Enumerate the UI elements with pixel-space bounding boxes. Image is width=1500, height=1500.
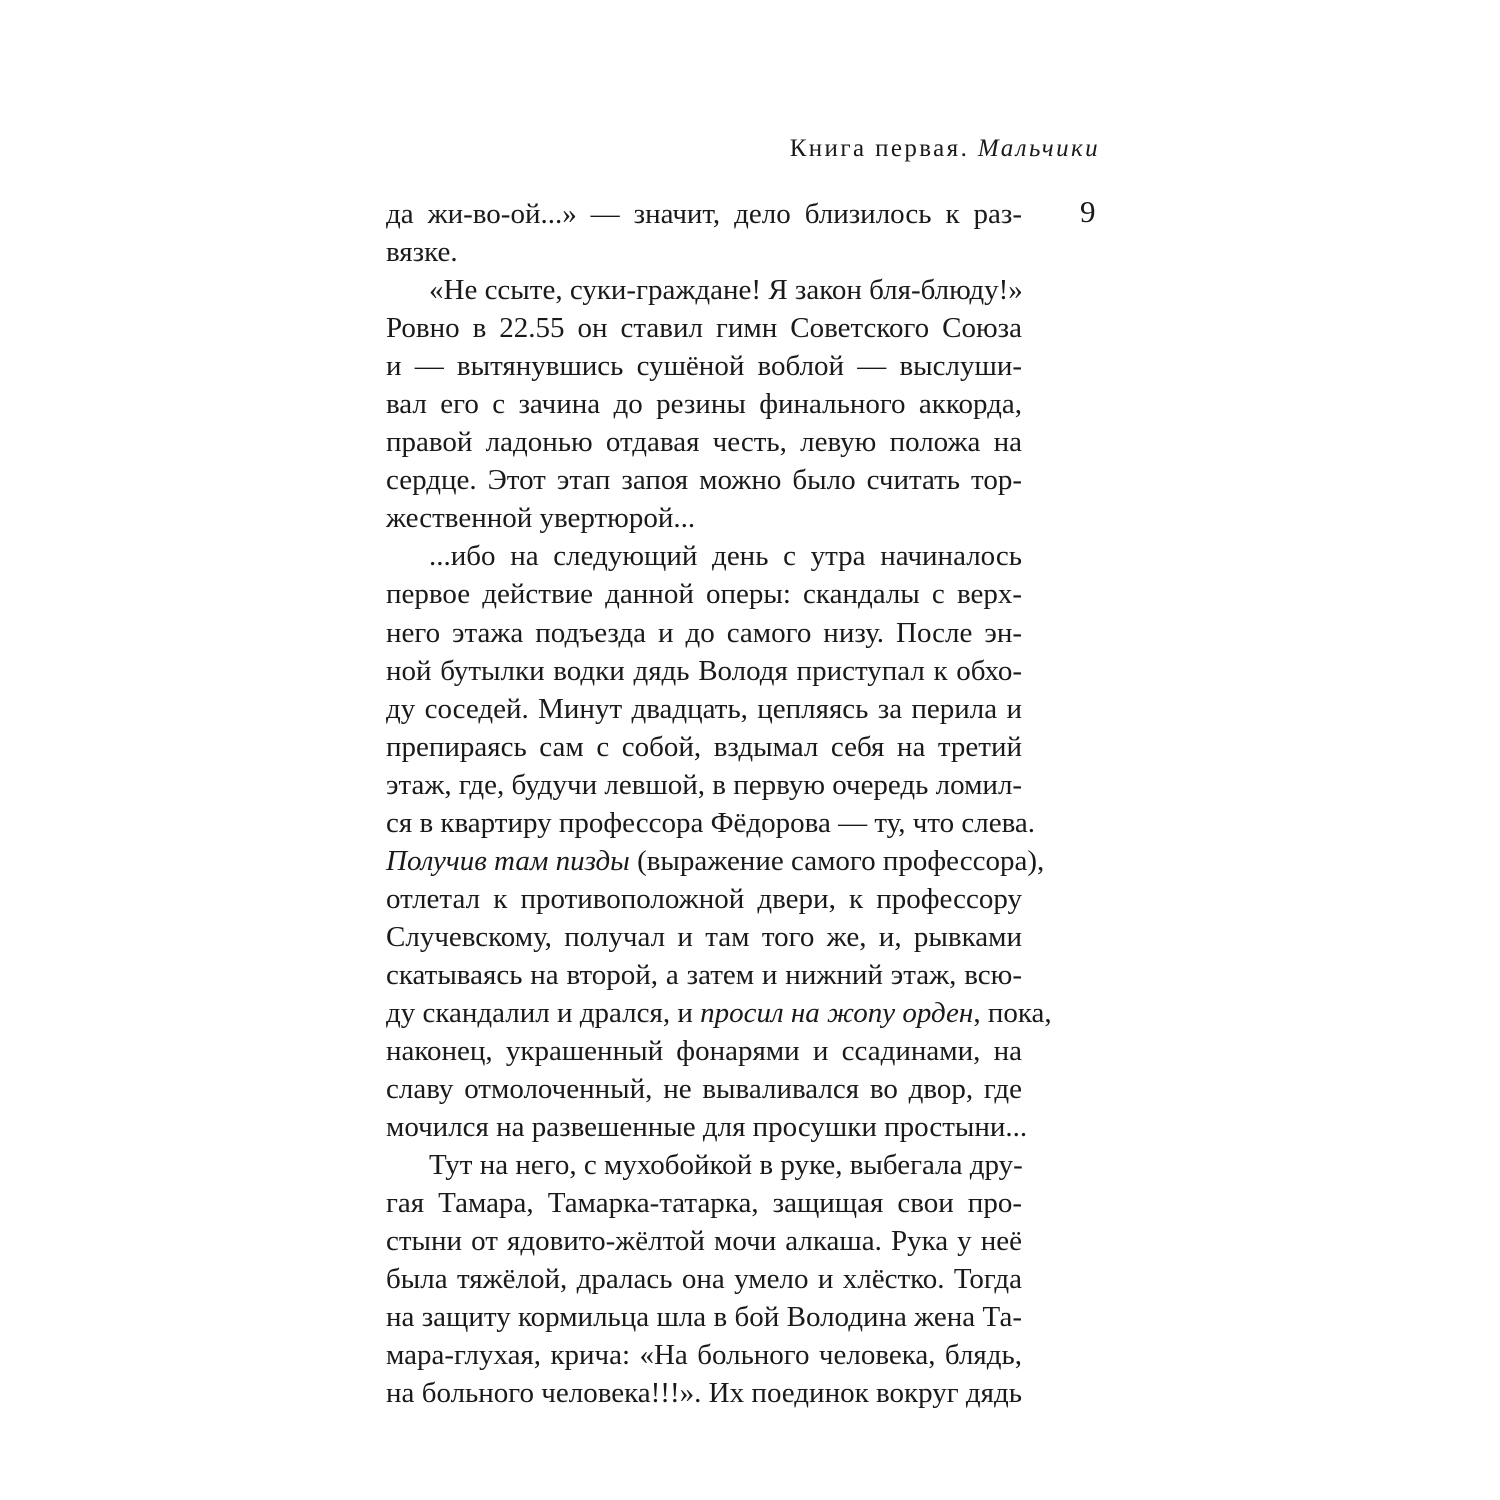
text-run: «Не ссыте, суки-граждане! Я закон бля-блюду!»	[429, 274, 1023, 307]
text-run: на защиту кормильца шла в бой Володина жена Та-	[386, 1301, 1022, 1334]
text-line	[386, 271, 1022, 309]
text-run: скатываясь на второй, а затем и нижний этаж, всю-	[386, 958, 1022, 991]
text-run: ной бутылки водки дядь Володя приступал к обхо-	[386, 654, 1022, 687]
text-run: сердце. Этот этап запоя можно было считать тор-	[386, 464, 1022, 497]
text-line	[386, 956, 1022, 994]
text-line	[386, 575, 1022, 613]
text-line	[386, 309, 1022, 347]
text-run: да жи-во-ой...» — значит, дело близилось к раз-	[386, 198, 1022, 230]
text-line	[386, 1070, 1022, 1108]
text-line	[386, 652, 1022, 690]
text-line	[386, 233, 1022, 271]
text-line	[386, 423, 1022, 461]
text-line	[386, 614, 1022, 652]
text-line	[386, 804, 1036, 842]
text-run: ...ибо на следующий день с утра начиналось	[429, 540, 1022, 573]
text-run: отлетал к противоположной двери, к профессору	[386, 882, 1022, 915]
italic-text: просил на жопу орден	[700, 996, 974, 1029]
running-header-book: Книга первая.	[789, 135, 970, 162]
running-header	[790, 136, 1100, 161]
text-run: жественной увертюрой...	[386, 502, 696, 535]
text-run: вязке.	[386, 236, 458, 269]
text-run: Ровно в 22.55 он ставил гимн Советского Союза	[386, 312, 1022, 345]
text-line	[386, 766, 1022, 804]
text-run: этаж, где, будучи левшой, в первую очередь ломил-	[386, 768, 1023, 801]
text-run: Тут на него, с мухобойкой в руке, выбегала дру-	[429, 1149, 1023, 1182]
page-number: 9	[1080, 194, 1096, 229]
text-line	[386, 537, 1022, 575]
text-line	[386, 1374, 1022, 1412]
text-run: ся в квартиру профессора Фёдорова — ту, что слева.	[386, 806, 1036, 839]
text-line	[386, 499, 1022, 537]
text-run: (выражение самого профессора),	[629, 844, 1045, 877]
text-run: препираясь сам с собой, вздымал себя на третий	[386, 730, 1022, 763]
text-run: мочился на развешенные для просушки простыни...	[386, 1111, 1028, 1144]
text-run: на больного человека!!!». Их поединок вокруг дядь	[386, 1377, 1022, 1410]
text-run: гая Тамара, Тамарка-татарка, защищая свои про-	[386, 1187, 1022, 1220]
text-run: мара-глухая, крича: «На больного человека, блядь,	[386, 1339, 1022, 1372]
text-line	[386, 994, 1052, 1032]
text-line	[386, 842, 1045, 880]
text-run: была тяжёлой, дралась она умело и хлёстко. Тогда	[386, 1263, 1022, 1296]
text-run: наконец, украшенный фонарями и ссадинами, на	[386, 1035, 1022, 1068]
text-line	[386, 195, 1022, 233]
text-line	[386, 880, 1022, 918]
text-run: славу отмолоченный, не вываливался во двор, где	[386, 1073, 1022, 1106]
text-line	[386, 385, 1022, 423]
text-line	[386, 1032, 1022, 1070]
text-line	[386, 347, 1022, 385]
text-line	[386, 1336, 1022, 1374]
text-run: правой ладонью отдавая честь, левую положа на	[386, 426, 1022, 459]
italic-text: Получив там пизды	[386, 844, 630, 877]
text-line	[386, 1298, 1022, 1336]
text-run: вал его с зачина до резины финального аккорда,	[386, 388, 1022, 421]
text-line	[386, 918, 1022, 956]
text-run: ду соседей. Минут двадцать, цепляясь за перила и	[386, 692, 1022, 725]
text-line	[386, 728, 1022, 766]
text-line	[386, 1222, 1022, 1260]
text-run: первое действие данной оперы: скандалы с верх-	[386, 578, 1022, 611]
text-line	[386, 1184, 1022, 1222]
text-line	[386, 461, 1022, 499]
text-run: стыни от ядовито-жёлтой мочи алкаша. Рука у неё	[386, 1225, 1022, 1258]
text-run: Случевскому, получал и там того же, и, рывками	[386, 920, 1022, 953]
text-run: , пока,	[973, 996, 1052, 1029]
text-line	[386, 1260, 1022, 1298]
text-run: ду скандалил и дрался, и	[386, 996, 701, 1029]
text-run: него этажа подъезда и до самого низу. После эн-	[386, 616, 1022, 649]
text-line	[386, 1146, 1022, 1184]
running-header-section: Мальчики	[977, 135, 1100, 162]
text-line	[386, 1108, 1028, 1146]
body-text	[386, 195, 1052, 1413]
text-run: и — вытянувшись сушёной воблой — выслуши-	[386, 350, 1022, 383]
text-line	[386, 690, 1022, 728]
